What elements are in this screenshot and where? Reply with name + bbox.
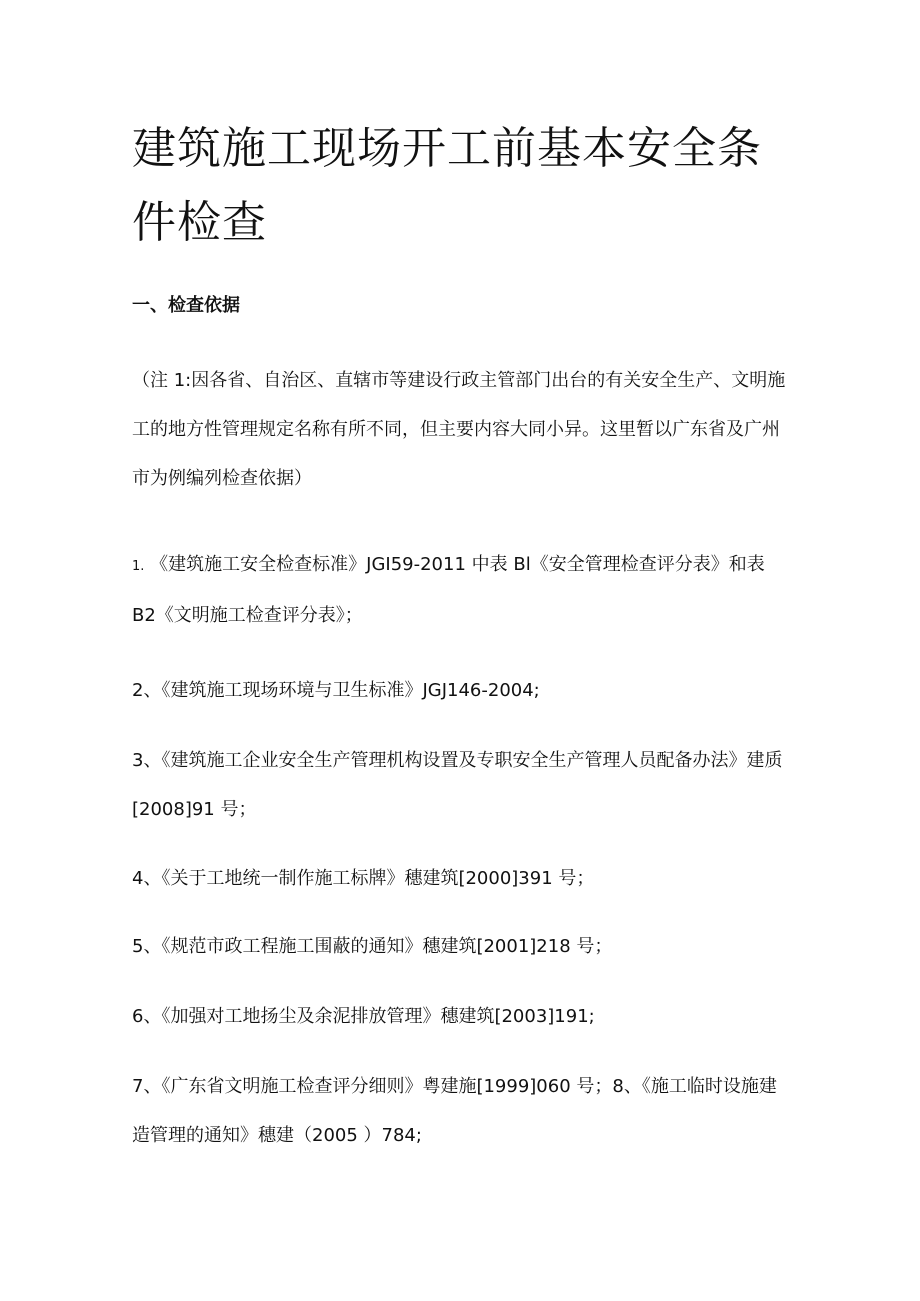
- list-item-7: 7、《广东省文明施工检查评分细则》粤建施[1999]060 号；8、《施工临时设施建造管理的通知》穗建（2005 ）784;: [132, 1076, 777, 1146]
- list-item-number: 1.: [132, 559, 145, 574]
- list-item-1: [132, 540, 792, 640]
- list-item-2: 2、《建筑施工现场环境与卫生标准》JGJ146-2004;: [132, 680, 540, 701]
- list-item-6: 6、《加强对工地扬尘及余泥排放管理》穗建筑[2003]191;: [132, 1006, 595, 1027]
- list-item-3: 3、《建筑施工企业安全生产管理机构设置及专职安全生产管理人员配备办法》建质[2008]91 号；: [132, 750, 783, 820]
- page-title: 建筑施工现场开工前基本安全条件检查: [132, 123, 762, 248]
- list-item-5: 5、《规范市政工程施工围蔽的通知》穗建筑[2001]218 号；: [132, 936, 613, 957]
- list-item-text: 《建筑施工安全检查标准》JGI59-2011 中表 Bl《安全管理检查评分表》和表 B2《文明施工检查评分表》；: [132, 554, 765, 626]
- section-heading: 一、检查依据: [132, 295, 240, 316]
- list-item-4: 4、《关于工地统一制作施工标牌》穗建筑[2000]391 号；: [132, 868, 595, 889]
- note-paragraph: （注 1:因各省、自治区、直辖市等建设行政主管部门出台的有关安全生产、文明施工的地方性管理规定名称有所不同，但主要内容大同小异。这里暂以广东省及广州市为例编列检查依据）: [132, 370, 786, 489]
